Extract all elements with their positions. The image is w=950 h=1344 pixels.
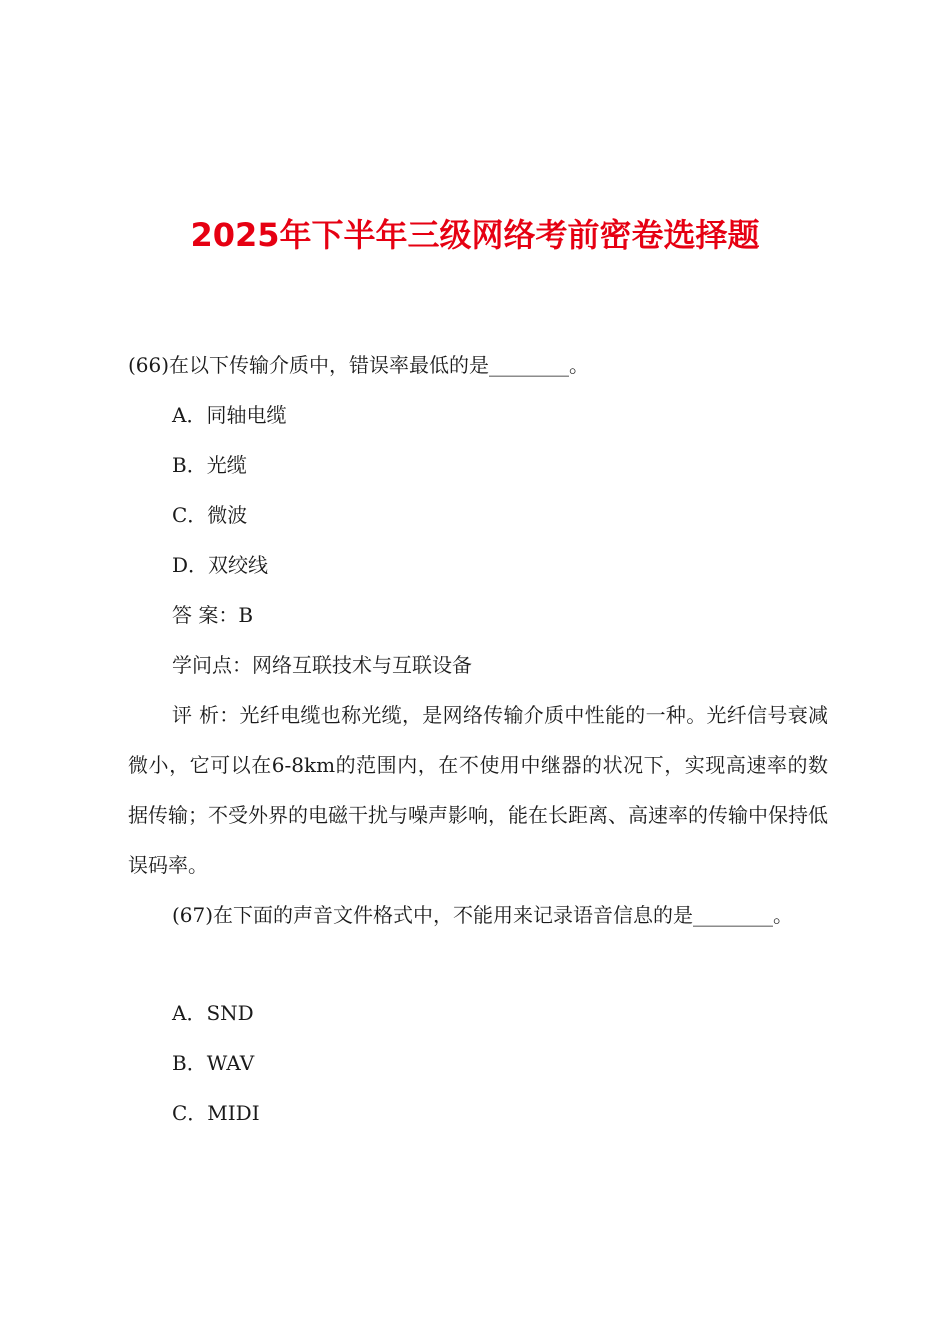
- q66-option-c: C．微波: [172, 503, 248, 527]
- page-title: 2025年下半年三级网络考前密卷选择题: [190, 216, 760, 254]
- q66-knowledge-point: 学问点：网络互联技术与互联设备: [172, 653, 472, 677]
- q66-option-b: B．光缆: [172, 453, 247, 477]
- question-67: (67)在下面的声音文件格式中，不能用来记录语音信息的是________。: [172, 903, 794, 927]
- q67-option-b: B．WAV: [172, 1051, 255, 1075]
- q66-answer: 答 案：B: [172, 603, 254, 627]
- q67-option-c: C．MIDI: [172, 1101, 260, 1125]
- q66-option-d: D．双绞线: [172, 553, 269, 577]
- question-66: (66)在以下传输介质中，错误率最低的是________。: [128, 353, 590, 377]
- q67-option-a: A．SND: [172, 1001, 254, 1025]
- q66-option-a: A．同轴电缆: [172, 403, 287, 427]
- q66-analysis: 评 析：光纤电缆也称光缆，是网络传输介质中性能的一种。光纤信号衰减微小，它可以在6-8km的范围内，在不使用中继器的状况下，实现高速率的数据传输；不受外界的电磁干扰与噪声影响，能在长距离、高速率的传输中保持低误码率。: [128, 703, 828, 877]
